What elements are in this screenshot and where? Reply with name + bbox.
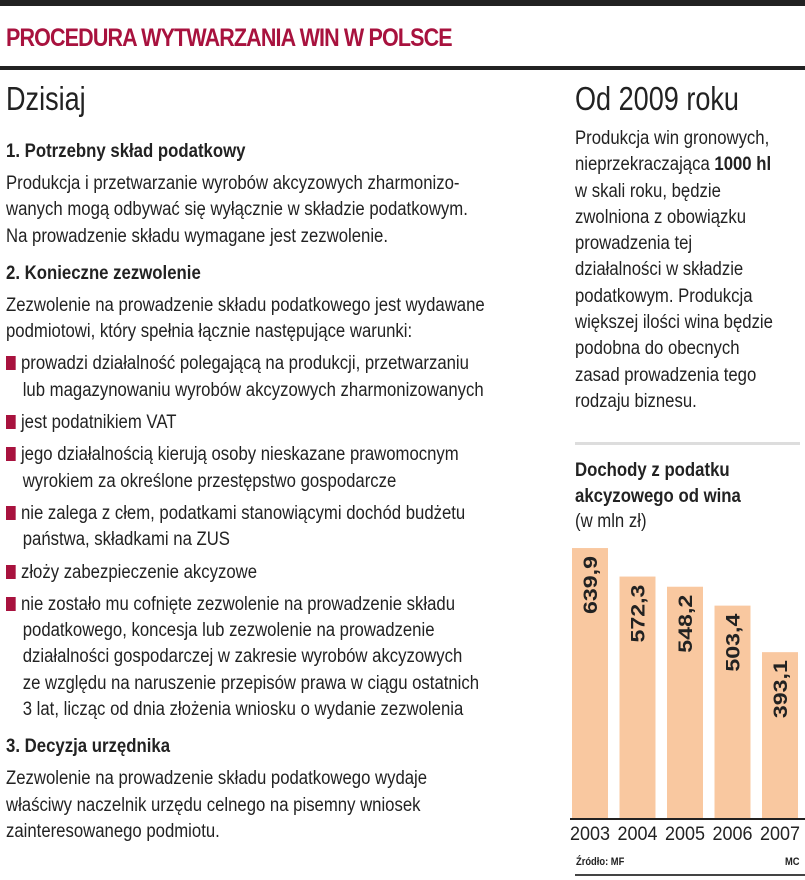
condition-text: podatkowego, koncesja lub zezwolenie na prowadzenie (22, 620, 435, 642)
section1-line: Produkcja i przetwarzanie wyrobów akcyzowych zharmonizo- (6, 173, 460, 194)
condition-line (6, 469, 490, 495)
section2-title: 2. Konieczne zezwolenie (6, 261, 201, 284)
condition-text: nie zostało mu cofnięte zezwolenie na prowadzenie składu (20, 593, 456, 615)
bar-value-label: 572,3 (628, 595, 650, 643)
conditions-list (6, 351, 556, 723)
section2-line: podmiotowi, który spełnia łącznie następujące warunki: (6, 321, 413, 343)
x-tick-label: 2007 (760, 824, 800, 845)
condition-item (6, 442, 556, 495)
bullet-square-icon (6, 447, 16, 461)
condition-text: jego działalnością kierują osoby nieskazane prawomocnym (20, 444, 459, 466)
right-line: zasad prowadzenia tego (575, 364, 757, 386)
condition-text: nie zalega z cłem, podatkami stanowiącymi dochód budżetu (20, 502, 466, 524)
condition-text: 3 lat, licząc od dnia złożenia wniosku o wydanie zezwolenia (22, 699, 464, 721)
right-line: większej ilości wina będzie (575, 312, 773, 334)
highlight-1000hl: 1000 hl (714, 154, 772, 176)
bar-value-label: 639,9 (581, 566, 602, 615)
condition-text: prowadzi działalność polegającą na produkcji, przetwarzaniu (20, 353, 469, 375)
chart-title-line: Dochody z podatku (575, 459, 730, 481)
condition-line (6, 501, 490, 527)
right-line: podatkowym. Produkcja (575, 285, 753, 307)
chart-title-line: akcyzowego od wina (575, 485, 741, 507)
condition-line (6, 697, 490, 723)
section1-title: 1. Potrzebny skład podatkowy (6, 140, 246, 162)
bar-value-label: 393,1 (771, 670, 792, 719)
right-line: podobna do obecnych (575, 338, 740, 360)
condition-line (6, 378, 490, 404)
condition-line (6, 560, 490, 586)
x-tick-label: 2006 (712, 824, 753, 845)
x-tick-label: 2004 (617, 824, 658, 845)
chart-subtitle: (w mln zł) (575, 511, 647, 532)
bullet-square-icon (6, 415, 16, 429)
right-line: w skali roku, będzie (575, 180, 721, 202)
condition-line (6, 442, 490, 468)
right-line-part: nieprzekraczająca (575, 154, 715, 176)
condition-text: wyrokiem za określone przestępstwo gospodarcze (22, 470, 397, 492)
condition-item (6, 560, 556, 586)
left-column (6, 138, 556, 845)
right-line: prowadzenia tej (575, 233, 693, 255)
condition-item (6, 501, 556, 554)
chart-credit: MC (785, 856, 800, 868)
section1-line: wanych mogą odbywać się wyłącznie w składzie podatkowym. (6, 199, 468, 221)
condition-text: państwa, składkami na ZUS (22, 529, 230, 551)
condition-item (6, 351, 556, 404)
condition-text: jest podatnikiem VAT (20, 412, 177, 434)
condition-line (6, 592, 490, 618)
condition-line (6, 671, 490, 697)
section3-line: Zezwolenie na prowadzenie składu podatkowego wydaje (6, 768, 428, 790)
bullet-square-icon (6, 356, 16, 370)
condition-line (6, 351, 490, 377)
condition-line (6, 527, 490, 553)
bullet-square-icon (6, 506, 16, 520)
bar-value-label: 503,4 (723, 624, 745, 672)
section2-line: Zezwolenie na prowadzenie składu podatkowego jest wydawane (6, 294, 485, 316)
x-tick-label: 2003 (570, 824, 610, 845)
condition-text: złoży zabezpieczenie akcyzowe (20, 561, 258, 583)
section3-line: właściwy naczelnik urzędu celnego na pisemny wniosek (6, 794, 421, 816)
page-title: PROCEDURA WYTWARZANIA WIN W POLSCE (6, 24, 452, 52)
chart-svg (560, 0, 805, 880)
chart-source: Źródło: MF (576, 856, 625, 868)
condition-item (6, 410, 556, 436)
bottom-rule (575, 874, 805, 876)
condition-line (6, 410, 490, 436)
bullet-square-icon (6, 597, 16, 611)
right-line: rodzaju biznesu. (575, 390, 697, 412)
condition-line (6, 618, 490, 644)
bar-value-label: 548,2 (676, 605, 697, 653)
right-line: działalności w składzie (575, 259, 744, 281)
section1-line: Na prowadzenie składu wymagane jest zezwolenie. (6, 225, 388, 247)
right-line: Produkcja win gronowych, (575, 128, 770, 149)
right-line: zwolniona z obowiązku (575, 206, 747, 228)
condition-text: ze względu na naruszenie przepisów prawa w ciągu ostatnich (22, 672, 480, 694)
condition-item (6, 592, 556, 723)
left-heading: Dzisiaj (6, 80, 86, 117)
x-tick-label: 2005 (665, 824, 705, 845)
condition-text: działalności gospodarczej w zakresie wyrobów akcyzowych (22, 646, 463, 668)
condition-line (6, 644, 490, 670)
right-heading: Od 2009 roku (575, 80, 739, 117)
condition-text: lub magazynowaniu wyrobów akcyzowych zharmonizowanych (22, 379, 484, 401)
bullet-square-icon (6, 565, 16, 579)
section3-title: 3. Decyzja urzędnika (6, 735, 171, 758)
section3-line: zainteresowanego podmiotu. (6, 820, 220, 842)
